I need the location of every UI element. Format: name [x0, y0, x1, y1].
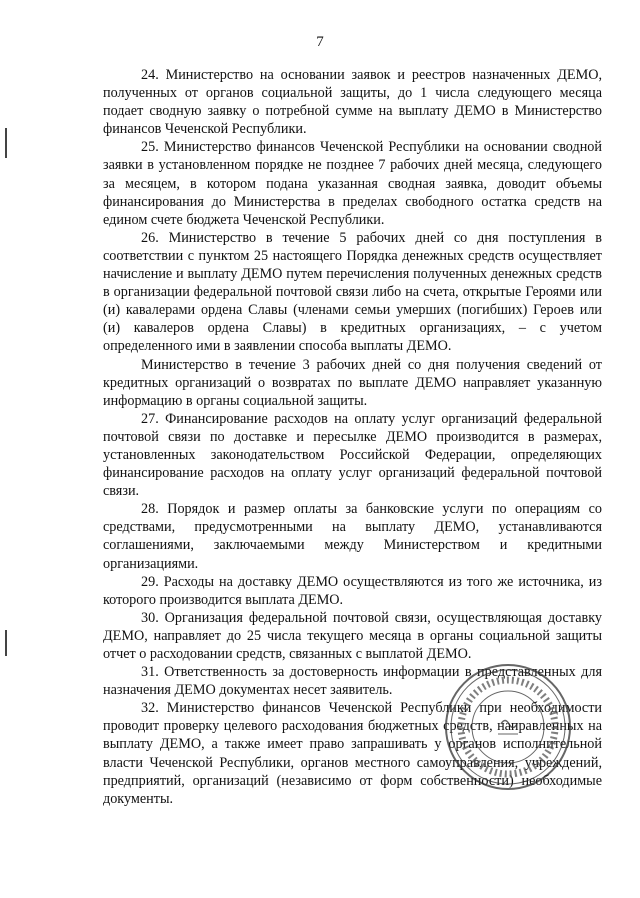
paragraph-27: 27. Финансирование расходов на оплату услуг организаций федеральной почтовой связи по доставке и пересылке ДЕМО производится в размерах, установленных законодательством Российской Федерации, определяющих финансирование расходов на оплату услуг организаций федеральной почтовой связи.: [103, 410, 602, 500]
official-seal-stamp: [443, 662, 573, 792]
paragraph-31: 31. Ответственность за достоверность информации в представленных для назначения ДЕМО документах несет заявитель.: [103, 664, 602, 699]
paragraph-32: 32. Министерство финансов Чеченской Республики при необходимости проводит проверку целевого расходования бюджетных средств, направленных на выплату ДЕМО, а также имеет право запрашивать у органов исполнительной власти Чеченской Республики, органов местного самоуправления, учреждений, предприятий, организаций (независимо от форм собственности) необходимые документы.: [103, 700, 602, 807]
paragraph-25: 25. Министерство финансов Чеченской Республики на основании сводной заявки в установленном порядке не позднее 7 рабочих дней месяца, следующего за месяцем, в котором подана указанная сводная заявка, доводит объемы финансирования до Министерства в пределах свободного остатка средств на едином счете бюджета Чеченской Республики.: [103, 139, 602, 228]
paragraph-26-continued: Министерство в течение 3 рабочих дней со дня получения сведений от кредитных организаций о возвратах по выплате ДЕМО направляет указанную информацию в органы социальной защиты.: [103, 356, 602, 409]
paragraph-28: 28. Порядок и размер оплаты за банковские услуги по операциям со средствами, предусмотренными на выплату ДЕМО, устанавливаются соглашениями, заключаемыми между Министерством и кредитными организациями.: [103, 501, 602, 572]
paragraph-29: 29. Расходы на доставку ДЕМО осуществляются из того же источника, из которого производится выплата ДЕМО.: [103, 573, 602, 608]
paragraph-30: 30. Организация федеральной почтовой связи, осуществляющая доставку ДЕМО, направляет до 25 числа текущего месяца в органы социальной защиты отчет о расходовании средств, связанных с выплатой ДЕМО.: [103, 609, 602, 662]
margin-mark: [5, 630, 7, 656]
margin-mark: [5, 128, 7, 158]
page-number: 7: [316, 34, 324, 50]
paragraph-26: 26. Министерство в течение 5 рабочих дней со дня поступления в соответствии с пунктом 25 настоящего Порядка денежных средств осуществляет начисление и выплату ДЕМО путем перечисления полученных денежных средств в организации федеральной почтовой связи либо на счета, открытые Героями или (и) кавалерами ордена Славы (членами семьи умерших (погибших) Героев или (и) кавалеров ордена Славы) в кредитных организациях, – с учетом определенного ими в заявлении способа выплаты ДЕМО.: [103, 229, 602, 355]
paragraph-24: 24. Министерство на основании заявок и реестров назначенных ДЕМО, полученных от органов социальной защиты, до 1 числа следующего месяца подает сводную заявку о потребной сумме на выплату ДЕМО в Министерство финансов Чеченской Республики.: [103, 67, 602, 138]
